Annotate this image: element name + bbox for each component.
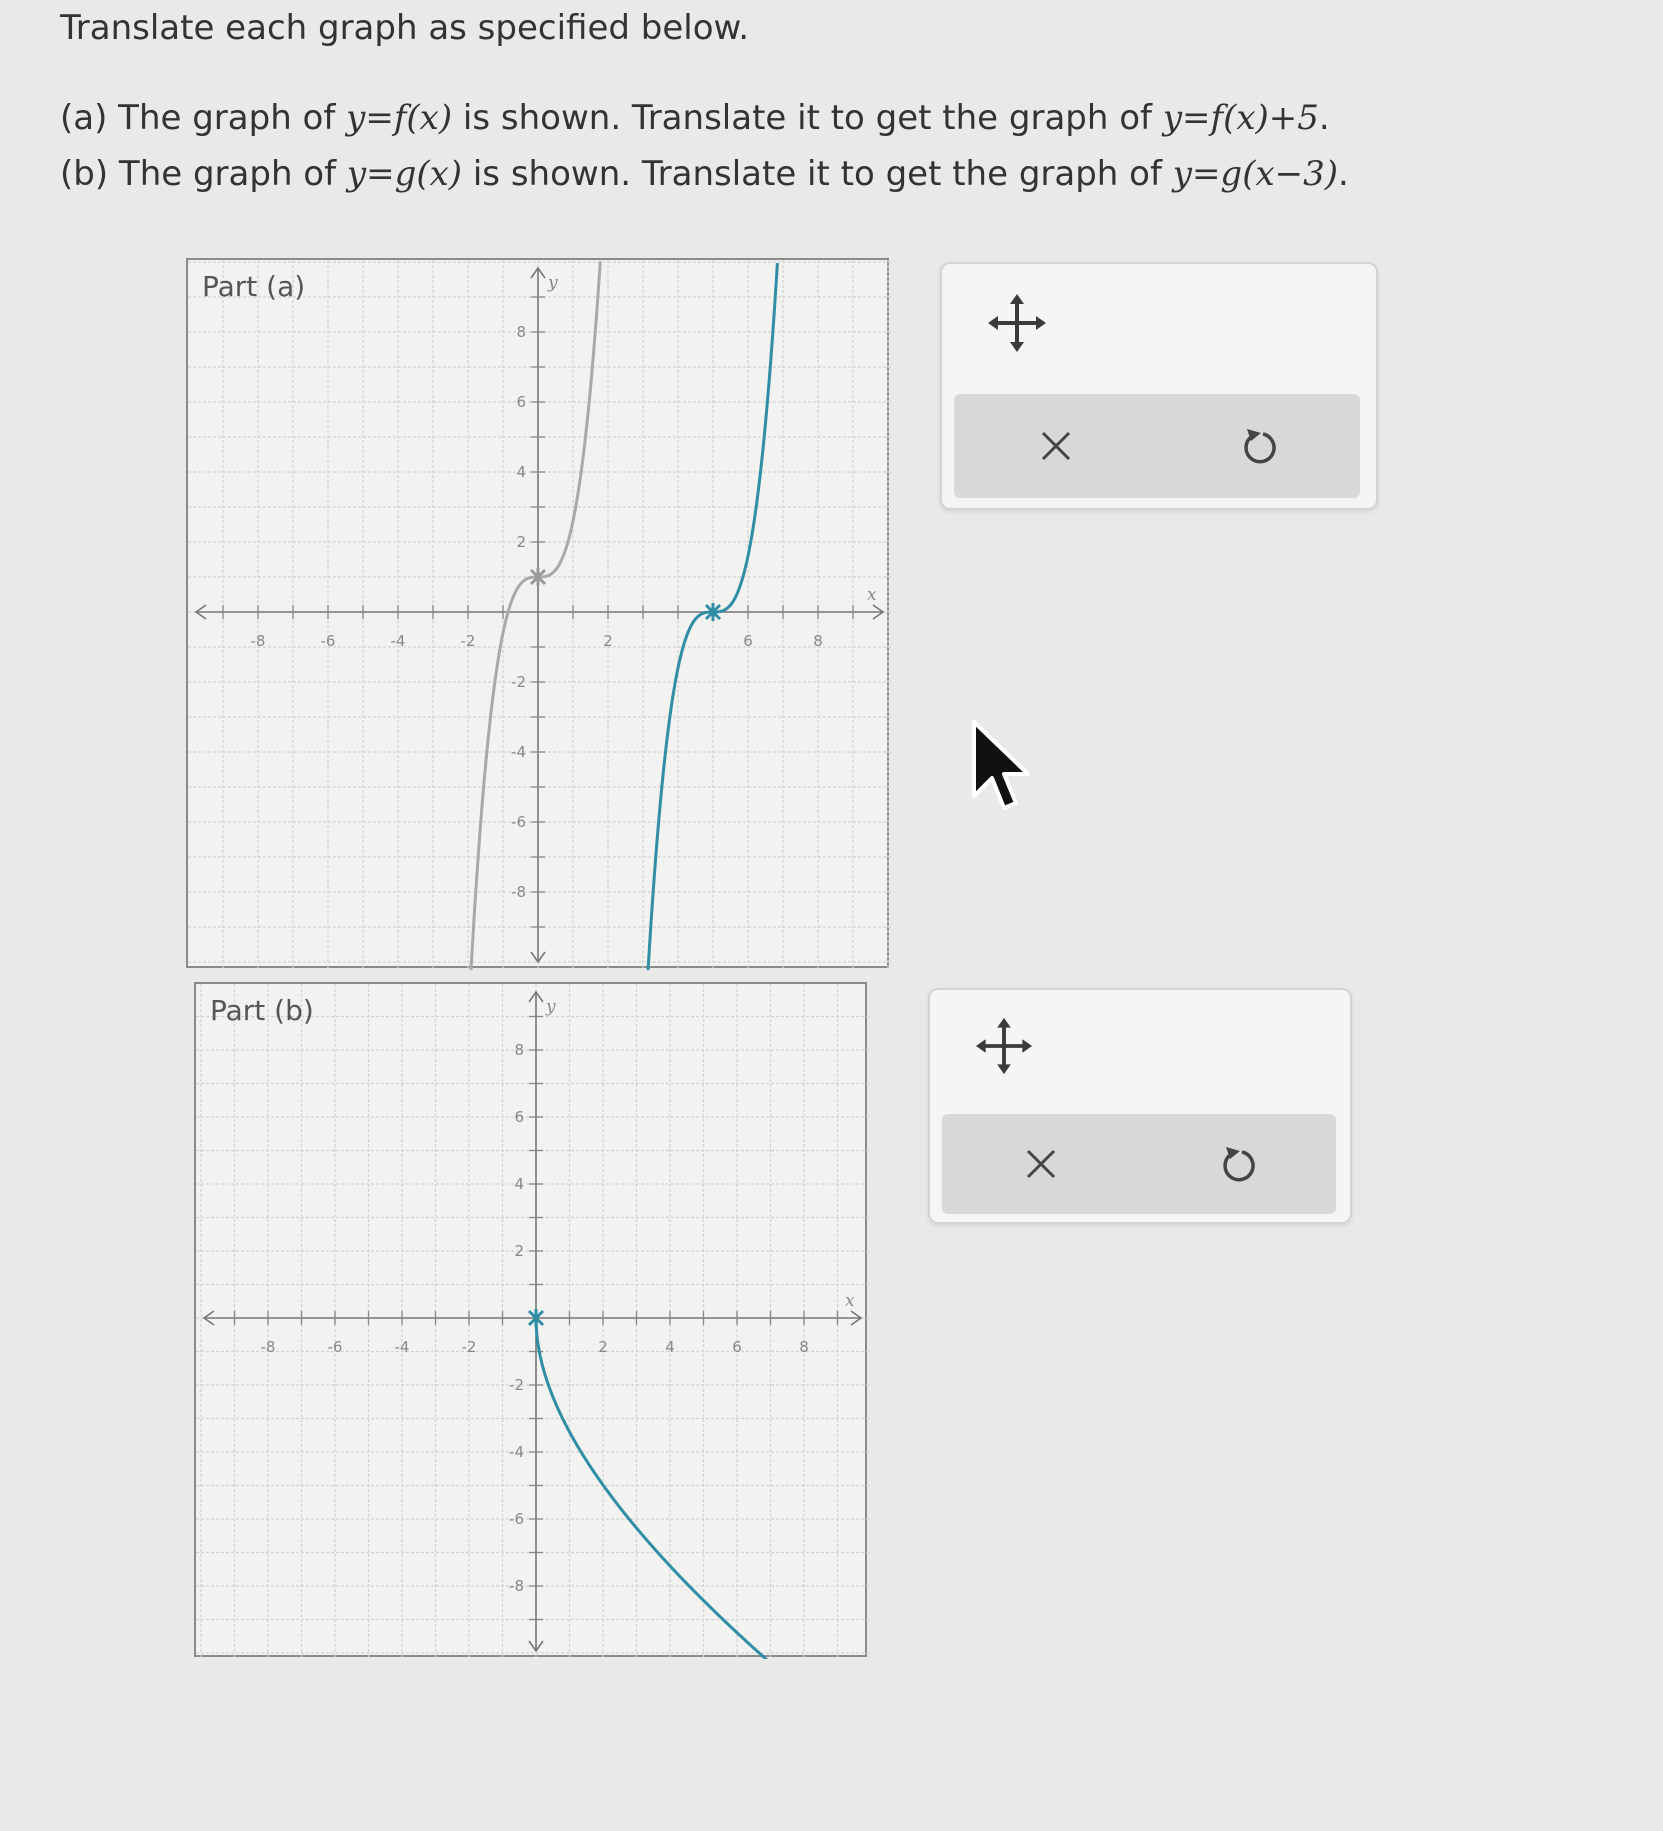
x-tick-label: 4 <box>665 1338 675 1356</box>
action-bar-part-a <box>954 394 1360 498</box>
undo-icon <box>1239 425 1279 467</box>
y-axis-label: y <box>546 997 556 1017</box>
mouse-cursor-icon <box>970 718 1032 814</box>
y-tick-label: -4 <box>511 743 526 761</box>
x-tick-label: -8 <box>260 1338 276 1356</box>
move-arrows-icon[interactable] <box>974 1016 1034 1076</box>
instructions-title: Translate each graph as specified below. <box>60 8 749 48</box>
x-icon <box>1039 429 1073 463</box>
x-tick-label: -6 <box>320 632 336 650</box>
instruction-part-a: (a) The graph of y=f(x) is shown. Translate it to get the graph of y=f(x)+5. <box>60 98 1330 138</box>
y-tick-label: -8 <box>509 1577 524 1595</box>
x-tick-label: -4 <box>390 632 406 650</box>
y-tick-label: 4 <box>516 463 526 481</box>
move-arrows-icon[interactable] <box>986 292 1048 354</box>
toolbar-part-b <box>928 988 1352 1224</box>
x-icon <box>1024 1147 1058 1181</box>
action-bar-part-b <box>942 1114 1336 1214</box>
x-tick-label: 2 <box>603 632 613 650</box>
clear-button[interactable] <box>942 1114 1139 1214</box>
instruction-part-b: (b) The graph of y=g(x) is shown. Translate it to get the graph of y=g(x−3). <box>60 154 1349 194</box>
graph-label: Part (b) <box>210 994 314 1027</box>
y-tick-label: -6 <box>511 813 526 831</box>
y-tick-label: -2 <box>511 673 526 691</box>
x-tick-label: -8 <box>250 632 266 650</box>
graph-part-b[interactable] <box>194 982 867 1657</box>
graph-label: Part (a) <box>202 270 306 303</box>
x-tick-label: -6 <box>327 1338 343 1356</box>
x-tick-label: 6 <box>743 632 753 650</box>
undo-button[interactable] <box>1157 394 1360 498</box>
x-tick-label: 8 <box>813 632 823 650</box>
x-axis-label: x <box>867 585 877 605</box>
graph-part-b-canvas[interactable] <box>196 984 869 1659</box>
x-tick-label: -4 <box>394 1338 410 1356</box>
y-tick-label: 2 <box>514 1242 524 1260</box>
instructions <box>60 0 1349 202</box>
x-tick-label: 2 <box>598 1338 608 1356</box>
graph-part-a-canvas[interactable] <box>188 260 891 970</box>
x-tick-label: 8 <box>799 1338 809 1356</box>
y-tick-label: -6 <box>509 1510 524 1528</box>
x-axis-label: x <box>845 1291 855 1311</box>
y-tick-label: 4 <box>514 1175 524 1193</box>
y-tick-label: 6 <box>514 1108 524 1126</box>
y-tick-label: 8 <box>514 1041 524 1059</box>
undo-button[interactable] <box>1139 1114 1336 1214</box>
graph-part-a[interactable] <box>186 258 889 968</box>
y-tick-label: 6 <box>516 393 526 411</box>
y-tick-label: 2 <box>516 533 526 551</box>
y-tick-label: -4 <box>509 1443 524 1461</box>
x-tick-label: -2 <box>461 1338 477 1356</box>
y-tick-label: -2 <box>509 1376 524 1394</box>
y-tick-label: -8 <box>511 883 526 901</box>
toolbar-part-a <box>940 262 1378 510</box>
x-tick-label: -2 <box>460 632 476 650</box>
undo-icon <box>1218 1143 1258 1185</box>
g-curve <box>536 1318 771 1659</box>
clear-button[interactable] <box>954 394 1157 498</box>
y-axis-label: y <box>548 273 558 293</box>
x-tick-label: 6 <box>732 1338 742 1356</box>
y-tick-label: 8 <box>516 323 526 341</box>
